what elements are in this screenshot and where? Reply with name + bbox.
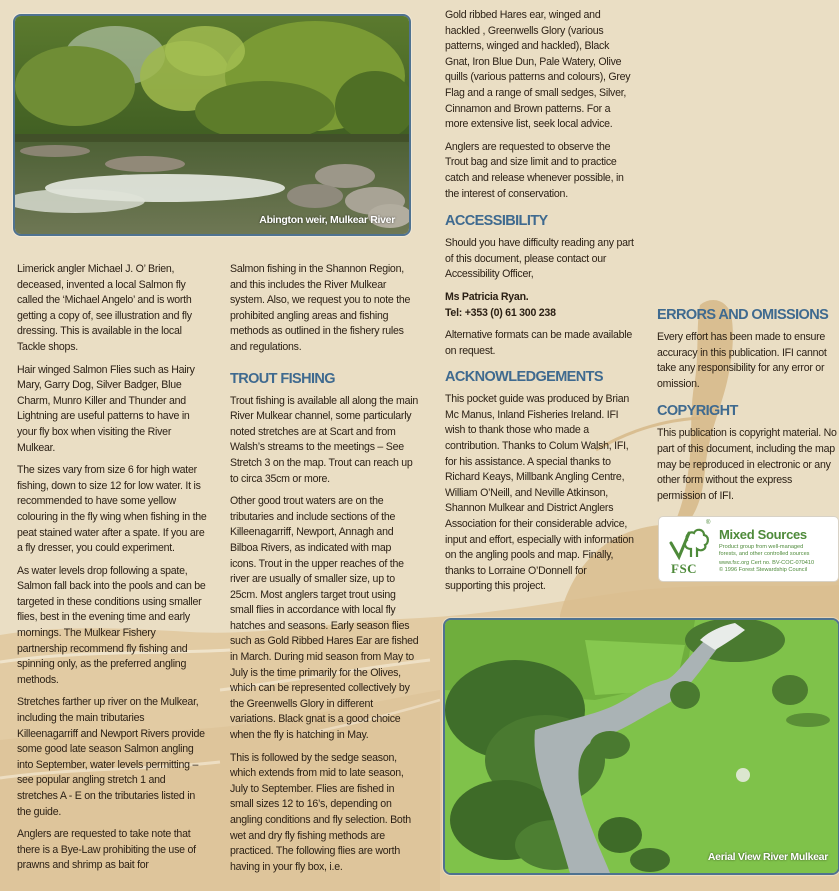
column-2 [230, 262, 420, 882]
weir-photo [13, 14, 411, 236]
column-3 [445, 8, 635, 602]
fsc-mixed-sources-logo [658, 516, 839, 582]
paragraph: Gold ribbed Hares ear, winged and hackled , Greenwells Glory (various patterns, winged and hackled), Black Gnat, Iron Blue Dun, Pale Watery, Olive quills (various patterns and colours), Grey Flag and a range of small sedges, Silver, Cinnamon and Brown patterns. For a more extensive list, seek local advice. [445, 9, 631, 131]
section-heading-copyright: COPYRIGHT [657, 403, 738, 420]
contact-name: Ms Patricia Ryan. [445, 290, 529, 303]
fsc-tree-check-icon [667, 523, 715, 563]
fsc-line-4: © 1996 Forest Stewardship Council [719, 567, 808, 573]
alternative-formats-text: Alternative formats can be made available on request. [445, 329, 633, 357]
acknowledgements-text: This pocket guide was produced by Brian Mc Manus, Inland Fisheries Ireland. IFI wish to thank those who made a contribution. Thanks to Colum Walsh, IFI, for his assistance. A special thanks to Richard Keays, Millbank Angling Centre, William O’Neill, and Neville Atkinson, Shannon Mulkear and District Anglers Association for their considerable advice, input and effort, especially with information on the angling pools and map. Finally, thanks to Lorraine O’Donnell for supporting this project. [445, 393, 634, 593]
aerial-photo-caption: Aerial View River Mulkear [707, 851, 828, 863]
section-heading-trout-fishing: TROUT FISHING [230, 370, 335, 387]
fsc-line-1: Product group from well-managed [719, 544, 804, 550]
paragraph: Trout fishing is available all along the main River Mulkear channel, some particularly noted stretches are at Scart and from Walsh’s streams to the meetings – See Stretch 3 on the map. Trout can reach up to circa 35cm or more. [230, 394, 418, 485]
accessibility-contact [445, 290, 635, 321]
paragraph: Limerick angler Michael J. O’ Brien, deceased, invented a local Salmon fly called the ‘Michael Angelo’ and is worth getting a copy of, see illustration and fly dressing. This is available in the local Tackle shops. [17, 263, 192, 353]
aerial-photo [443, 618, 839, 875]
contact-phone: Tel: +353 (0) 61 300 238 [445, 306, 556, 319]
column-1 [17, 262, 207, 881]
fsc-line-2: forests, and other controlled sources [719, 551, 810, 557]
fsc-wordmark: FSC [671, 561, 698, 576]
column-4 [657, 306, 837, 511]
paragraph: As water levels drop following a spate, Salmon fall back into the pools and can be targeted in these conditions using smaller flies, best in the evening time and early mornings. The Mulkear Fishery partnership recommend fly fishing and spinning only, as the preferred angling methods. [17, 564, 206, 686]
aerial-photo-image [445, 620, 838, 873]
section-heading-accessibility: ACCESSIBILITY [445, 213, 548, 230]
errors-text: Every effort has been made to ensure accuracy in this publication. IFI cannot take any responsibility for any error or omission. [657, 331, 827, 390]
paragraph: This is followed by the sedge season, which extends from mid to late season, July to September. Flies are fished in small sizes 12 to 16’s, depending on angling conditions and fly selection. Both wet and dry fly fishing methods are practiced. The following flies are worth having in your fly box, i.e. [230, 751, 411, 873]
paragraph: Anglers are requested to observe the Trout bag and size limit and to practice catch and release whenever possible, in the interest of conservation. [445, 140, 624, 200]
section-heading-errors-omissions: ERRORS AND OMISSIONS [657, 307, 829, 323]
weir-photo-image [15, 16, 409, 234]
accessibility-text: Should you have difficulty reading any part of this document, please contact our Accessibility Officer, [445, 237, 634, 281]
fsc-title: Mixed Sources [719, 527, 807, 542]
paragraph: Stretches farther up river on the Mulkear, including the main tributaries Killeenagarriff and Newport Rivers provide some good late season Salmon angling into September, water levels permitting – see popular angling stretch 1 and stretches A - E on the tributaries listed in the guide. [17, 696, 205, 818]
registered-mark: ® [706, 520, 711, 526]
paragraph: Hair winged Salmon Flies such as Hairy Mary, Garry Dog, Silver Badger, Blue Charm, Munro Killer and Thunder and Lightning are useful patterns to have in your fly box when visiting the River Mulkear. [17, 363, 195, 454]
paragraph: Anglers are requested to take note that there is a Bye-Law prohibiting the use of prawns and shrimp as bait for [17, 828, 196, 872]
weir-photo-caption: Abington weir, Mulkear River [259, 214, 395, 226]
paragraph: Salmon fishing in the Shannon Region, and this includes the River Mulkear system. Also, we request you to note the prohibited angling areas and fishing methods as outlined in the fishery rules and regulations. [230, 263, 411, 353]
copyright-text: This publication is copyright material. No part of this document, including the map may be reproduced in electronic or any other form without the express permission of IFI. [657, 427, 837, 502]
paragraph: Other good trout waters are on the tributaries and include sections of the Killeenagarriff, Newport, Annagh and Bilboa Rivers, as indicated with map icons. Trout in the upper reaches of the river are usually of smaller size, up to 25cm. Most anglers target trout using small flies in accordance with local fly hatches and seasons. Early season flies such as Gold Ribbed Hares Ear are fished in March. During mid season from May to July is the time primarily for the Olives, which can be represented collectively by the Greenwells Glory in different variations. Black gnat is a good choice when the fly is hatching in May. [230, 495, 419, 742]
paragraph: The sizes vary from size 6 for high water fishing, down to size 12 for low water. It is recommended to have some yellow colouring in the fly wing when fishing in the peat stained water after a spate. If you are a fly dresser, you could experiment. [17, 464, 207, 555]
section-heading-acknowledgements: ACKNOWLEDGEMENTS [445, 369, 603, 386]
fsc-line-3: www.fsc.org Cert no. BV-COC-070410 [719, 560, 815, 566]
